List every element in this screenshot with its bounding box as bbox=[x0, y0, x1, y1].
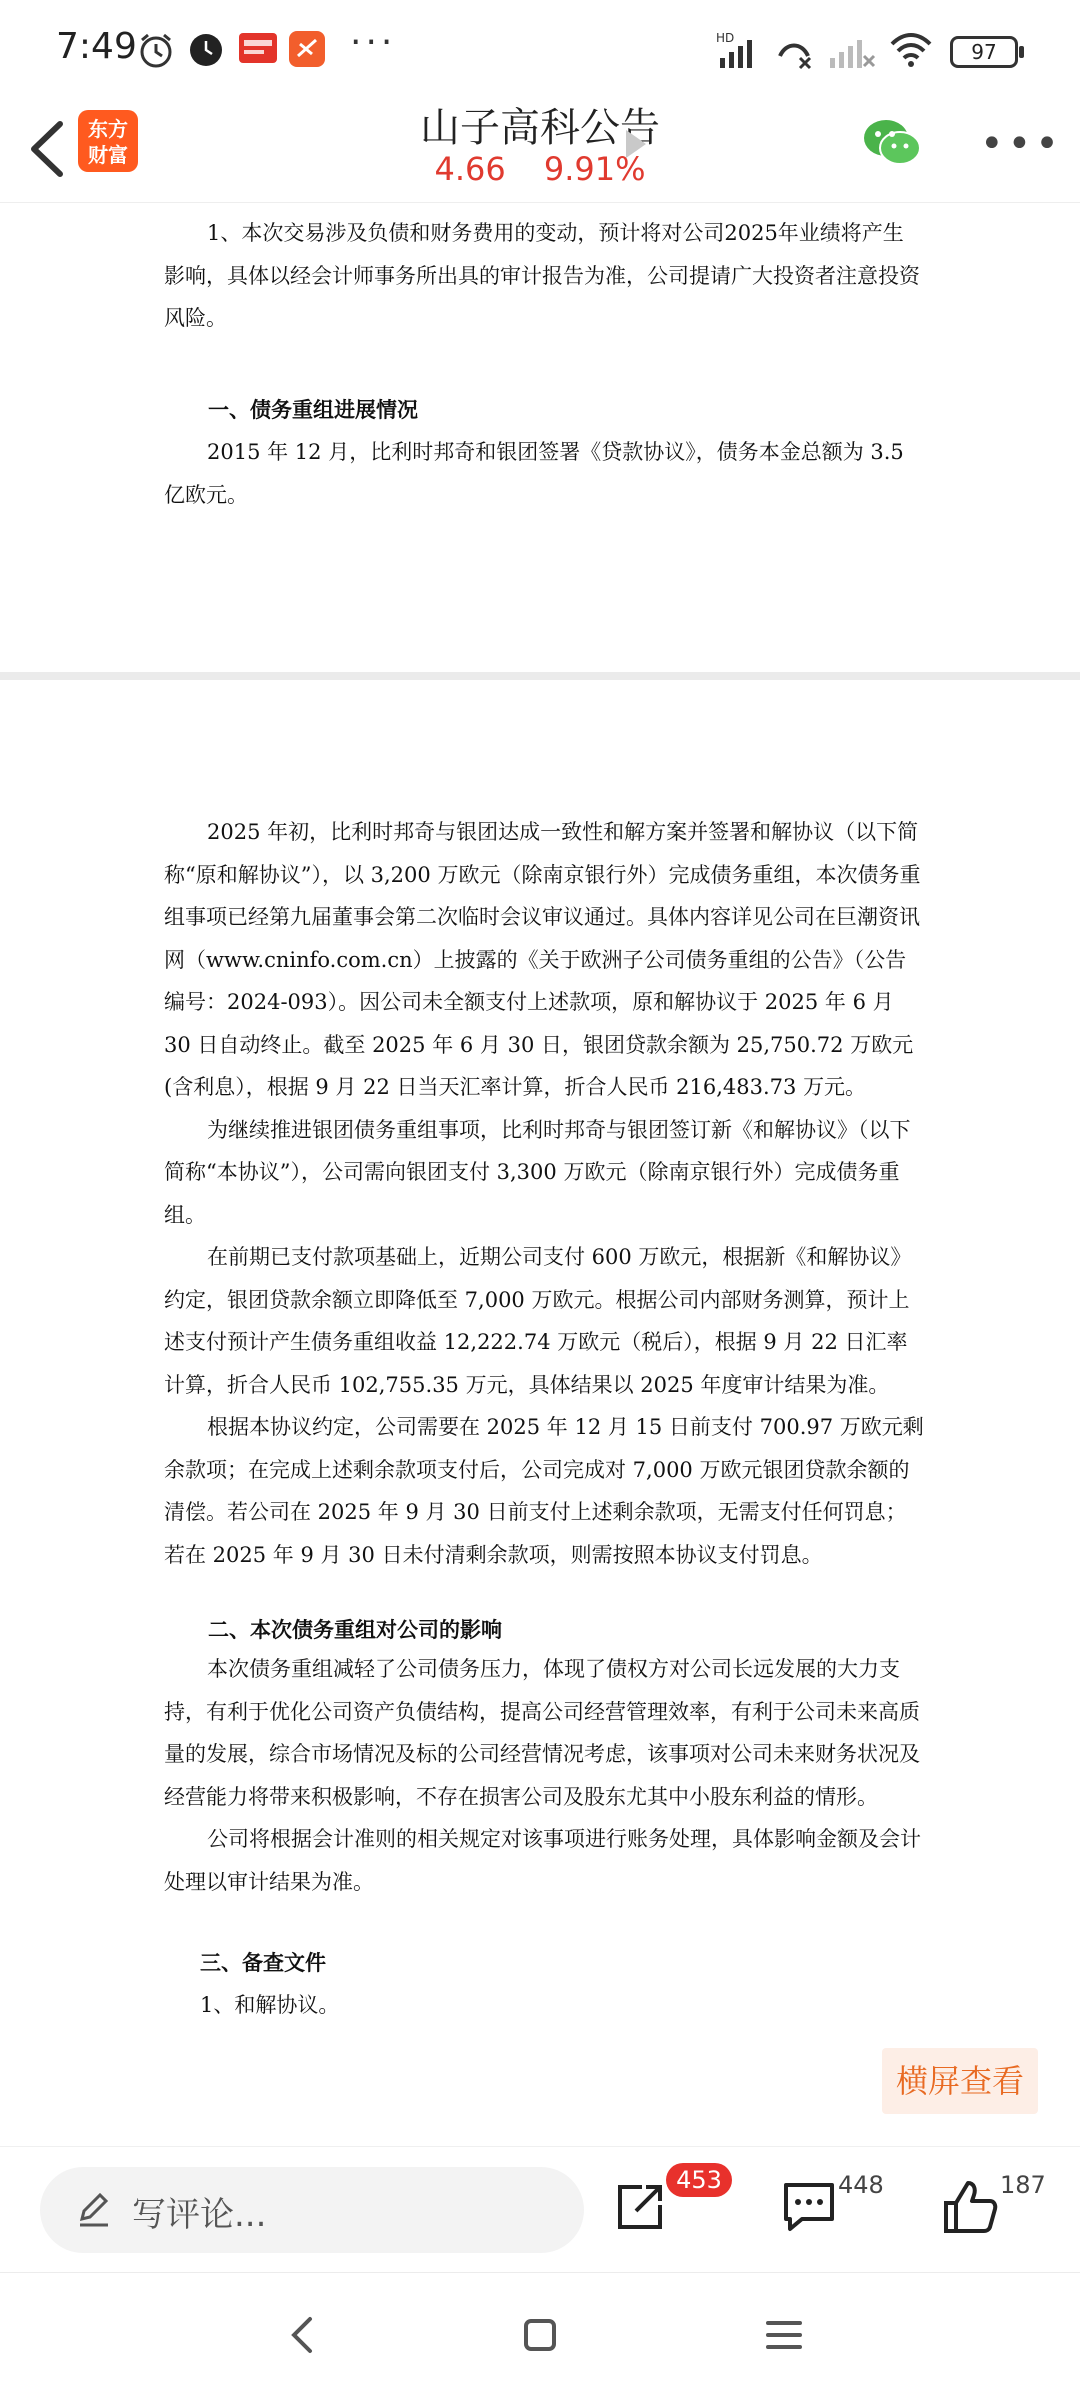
bottom-action-bar bbox=[0, 2146, 1080, 2269]
section-2-title: 二、本次债务重组对公司的影响 bbox=[208, 1617, 502, 1642]
alarm-icon bbox=[136, 30, 176, 70]
app-header bbox=[0, 96, 1080, 203]
nav-back-icon[interactable] bbox=[284, 2313, 320, 2357]
battery-indicator: 97 bbox=[950, 36, 1018, 68]
comment-icon[interactable] bbox=[780, 2179, 838, 2235]
section-3-title: 三、备查文件 bbox=[200, 1950, 326, 1975]
status-time: 7:49 bbox=[56, 26, 137, 67]
system-nav-bar bbox=[0, 2272, 1080, 2401]
comment-placeholder: 写评论... bbox=[132, 2195, 267, 2235]
page-divider bbox=[0, 672, 1080, 680]
share-icon[interactable] bbox=[612, 2179, 668, 2235]
wifi-icon bbox=[888, 30, 934, 70]
app-notification-icon bbox=[188, 32, 224, 68]
more-notifications-icon: ··· bbox=[350, 22, 397, 63]
landscape-view-button[interactable]: 横屏查看 bbox=[882, 2048, 1038, 2114]
doc-paragraph-risk: 1、本次交易涉及负债和财务费用的变动，预计将对公司2025年业绩将产生影响，具体以经会计师事务所出具的审计报告为准，公司提请广大投资者注意投资风险。 bbox=[164, 221, 920, 330]
more-icon[interactable]: ••• bbox=[980, 121, 1063, 167]
nav-home-icon[interactable] bbox=[522, 2317, 558, 2353]
like-count: 187 bbox=[1000, 2171, 1046, 2199]
comment-count: 448 bbox=[838, 2171, 884, 2199]
doc-paragraph-sec1: 2015 年 12 月，比利时邦奇和银团签署《贷款协议》，债务本金总额为 3.5 亿欧元。 bbox=[164, 440, 904, 507]
nav-menu-icon[interactable] bbox=[764, 2317, 804, 2353]
doc-paragraph-sec2: 本次债务重组减轻了公司债务压力，体现了债权方对公司长远发展的大力支持，有利于优化公司资产负债结构，提高公司经营管理效率，有利于公司未来高质量的发展，综合市场情况及标的公司经营情况考虑，该事项对公司未来财务状况及经营能力将带来积极影响，不存在损害公司及股东尤其中小股东利益的情形。 公司将根据会计准则的相关规定对该事项进行账务处理，具体影响金额及会计处理以审计结果为准。 bbox=[164, 1657, 921, 1894]
status-bar bbox=[0, 0, 1080, 96]
thumbs-up-icon[interactable] bbox=[942, 2179, 1000, 2235]
comment-input[interactable] bbox=[40, 2167, 584, 2253]
app-notification-icon-2 bbox=[288, 30, 326, 68]
wechat-icon[interactable] bbox=[860, 114, 924, 170]
call-forward-icon bbox=[776, 34, 816, 70]
page-title: 山子高科公告 bbox=[420, 105, 660, 151]
share-count-badge: 453 bbox=[666, 2163, 732, 2197]
doc-paragraph-2: 2025 年初，比利时邦奇与银团达成一致性和解方案并签署和解协议（以下简称“原和解协议”），以 3,200 万欧元（除南京银行外）完成债务重组，本次债务重组事项已经第九届董事会第二次临时会议审议通过。具体内容详见公司在巨潮资讯网（www.cninfo.com.cn）上披露的《关于欧洲子公司债务重组的公告》（公告编号：2024-093）。因公司未全额支付上述款项，原和解协议于 2025 年 6 月 30 日自动终止。截至 2025 年 6 月 30 日，银团贷款余额为 25,750.72 万欧元(含利息），根据 9 月 22 日当天汇率计算，折合人民币 216,483.73 万元。 为继续推进银团债务重组事项，比利时邦奇与银团签订新《和解协议》（以下简称“本协议”），公司需向银团支付 3,300 万欧元（除南京银行外）完成债务重组。 在前期已支付款项基础上，近期公司支付 600 万欧元，根据新《和解协议》约定，银团贷款余额立即降低至 7,000 万欧元。根据公司内部财务测算，预计上述支付预计产生债务重组收益 12,222.74 万欧元（税后），根据 9 月 22 日汇率计算，折合人民币 102,755.35 万元，具体结果以 2025 年度审计结果为准。 根据本协议约定，公司需要在 2025 年 12 月 15 日前支付 700.97 万欧元剩余款项；在完成上述剩余款项支付后，公司完成对 7,000 万欧元银团贷款余额的清偿。若公司在 2025 年 9 月 30 日前支付上述剩余款项，无需支付任何罚息；若在 2025 年 9 月 30 日未付清剩余款项，则需按照本协议支付罚息。 bbox=[164, 820, 924, 1567]
brand-logo[interactable]: 东方 财富 bbox=[78, 110, 138, 172]
stock-price: 4.66 bbox=[434, 150, 506, 188]
play-icon[interactable] bbox=[626, 130, 646, 158]
svg-text:HD: HD bbox=[716, 31, 735, 45]
signal-2-icon bbox=[826, 30, 876, 70]
news-app-icon bbox=[238, 32, 278, 68]
section-3-item: 1、和解协议。 bbox=[200, 1993, 340, 2017]
stock-change: 9.91% bbox=[543, 150, 646, 188]
signal-icon bbox=[716, 30, 764, 70]
pen-icon bbox=[74, 2189, 114, 2229]
section-1-title: 一、债务重组进展情况 bbox=[208, 397, 418, 422]
